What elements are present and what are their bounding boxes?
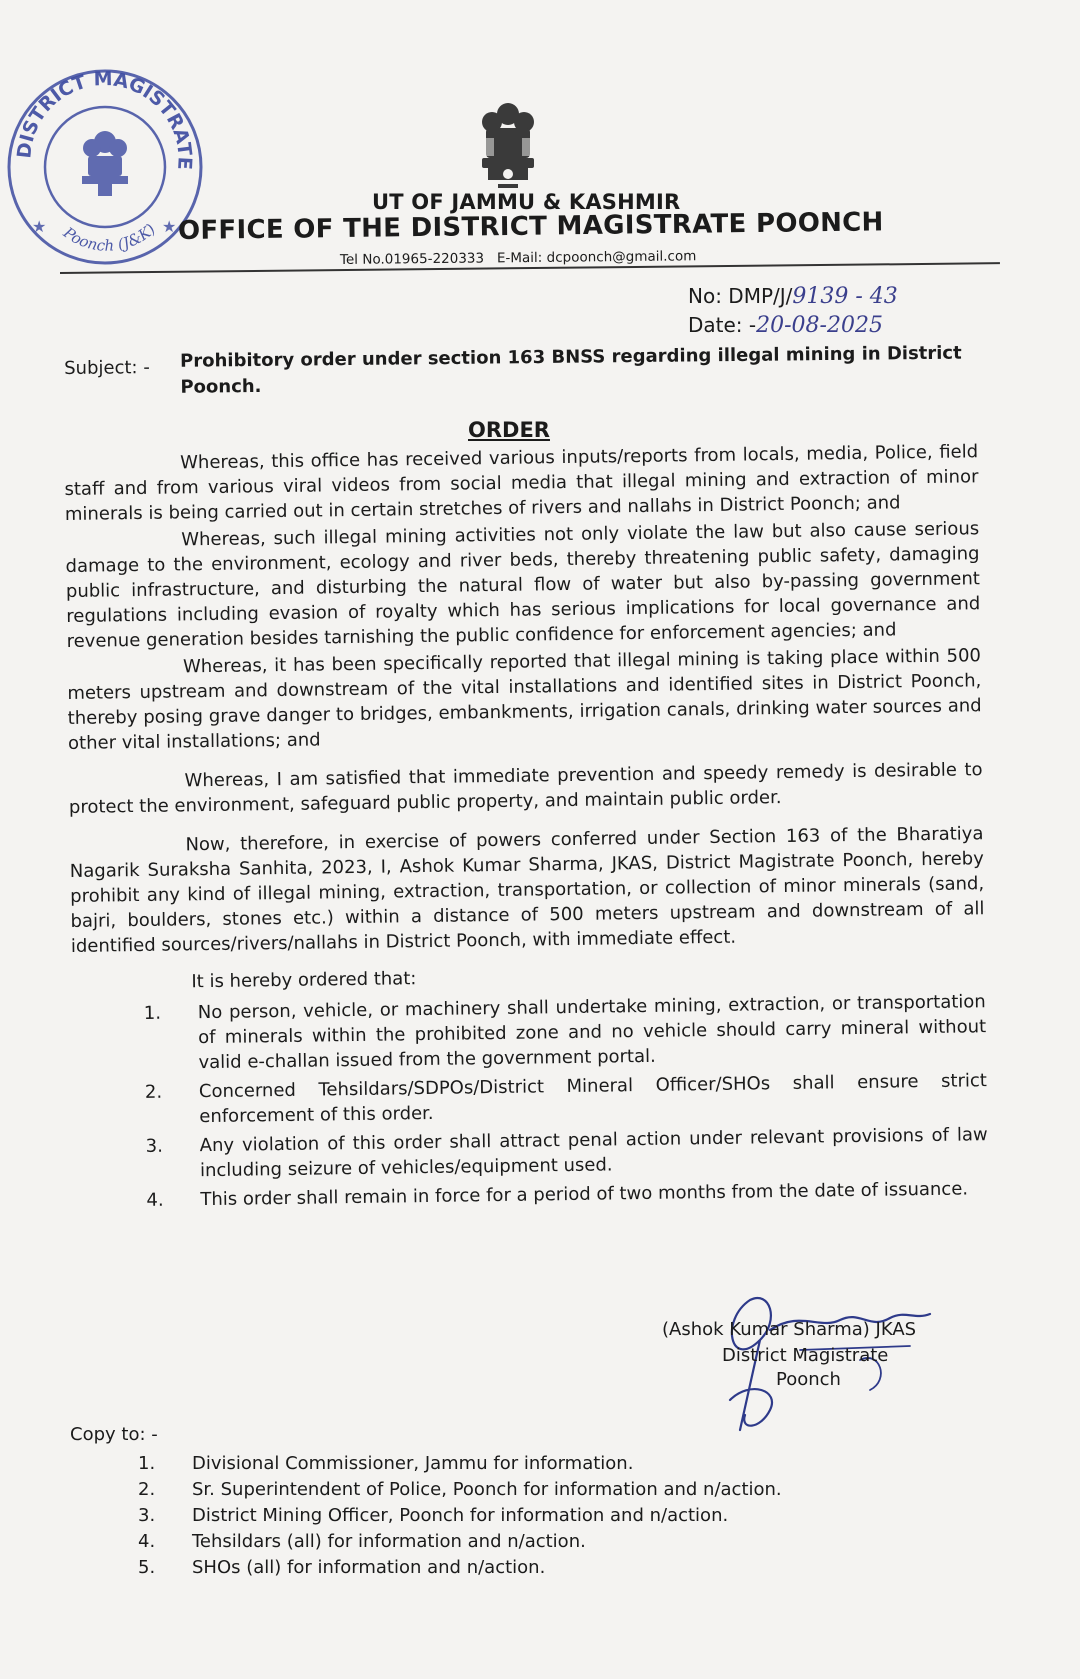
order-title: ORDER	[468, 418, 550, 442]
item-text: Tehsildars (all) for information and n/action.	[192, 1531, 586, 1552]
item-number: 5.	[138, 1557, 156, 1578]
item-number: 4.	[138, 1531, 156, 1552]
item-number: 3.	[145, 1135, 164, 1157]
item-text: Any violation of this order shall attract penal action under relevant provisions of law including seizure of vehicles/equipment used.	[199, 1124, 988, 1182]
signatory-name: (Ashok Kumar Sharma) JKAS	[662, 1319, 917, 1340]
copy-to-section	[70, 1422, 970, 1581]
item-number: 2.	[144, 1081, 163, 1103]
paragraph: Whereas, it has been specifically reported that illegal mining is taking place within 500 meters upstream and downstream of the vital installations and identified sites in District Poonch, thereby posing grave danger to bridges, embankments, irrigation canals, drinking water sources and other vital installations; and	[67, 645, 982, 754]
item-number: 3.	[138, 1505, 156, 1526]
paragraph: Now, therefore, in exercise of powers conferred under Section 163 of the Bharatiya Nagarik Suraksha Sanhita, 2023, I, Ashok Kumar Sharma, JKAS, District Magistrate Poonch, hereby prohibit any kind of illegal mining, extraction, transportation, or collection of minor minerals (sand, bajri, boulders, stones etc.) within a distance of 500 meters upstream and downstream of all identified sources/rivers/nallahs in District Poonch, with immediate effect.	[69, 823, 985, 957]
subject-text: Prohibitory order under section 163 BNSS regarding illegal mining in District Poonch.	[180, 342, 962, 398]
ut-heading: UT OF JAMMU & KASHMIR	[372, 190, 681, 214]
item-number: 1.	[143, 1002, 162, 1024]
stamp-seal-icon	[2, 64, 208, 270]
item-text: No person, vehicle, or machinery shall undertake mining, extraction, or transportation of minerals within the prohibited zone and no vehicle should carry mineral without valid e-challan issued from the government portal.	[197, 991, 987, 1074]
item-text: Divisional Commissioner, Jammu for information.	[192, 1453, 634, 1474]
telephone-number: Tel No.01965-220333	[339, 250, 485, 268]
list-item	[70, 1451, 970, 1476]
list-item	[70, 1555, 970, 1580]
svg-text:Poonch (J&K): Poonch (J&K)	[60, 220, 159, 255]
signatory-designation: District Magistrate	[722, 1345, 889, 1366]
subject-label: Subject: -	[64, 357, 150, 379]
reference-number	[688, 284, 898, 309]
item-number: 2.	[138, 1479, 156, 1500]
item-number: 4.	[146, 1189, 164, 1211]
list-item	[70, 1477, 970, 1502]
item-text: District Mining Officer, Poonch for information and n/action.	[192, 1505, 729, 1526]
subject-block	[64, 340, 984, 398]
list-item	[73, 1068, 988, 1131]
date-value: 20-08-2025	[756, 313, 883, 338]
order-date	[688, 313, 883, 338]
email-address: E-Mail: dcpoonch@gmail.com	[496, 248, 697, 267]
order-body	[64, 439, 989, 1218]
paragraph: Whereas, I am satisfied that immediate prevention and speedy remedy is desirable to protect the environment, safeguard public property, and maintain public order.	[68, 759, 983, 818]
paragraph: Whereas, this office has received various inputs/reports from locals, media, Police, field staff and from various viral videos from social media that illegal mining and extraction of minor minerals is being carried out in certain stretches of rivers and nallahs in District Poonch; and	[64, 441, 979, 525]
list-item	[70, 1529, 970, 1554]
ordered-intro: It is hereby ordered that:	[191, 968, 417, 993]
district-magistrate-stamp	[2, 64, 208, 270]
svg-text:★: ★	[32, 217, 47, 236]
national-emblem-icon	[468, 100, 548, 195]
item-text: SHOs (all) for information and n/action.	[192, 1557, 546, 1578]
list-item	[70, 1503, 970, 1528]
item-text: Sr. Superintendent of Police, Poonch for information and n/action.	[192, 1479, 782, 1500]
copy-to-label: Copy to: -	[70, 1424, 158, 1445]
item-number: 1.	[138, 1453, 156, 1474]
list-item	[74, 1122, 989, 1185]
order-list	[72, 989, 989, 1214]
item-text: This order shall remain in force for a period of two months from the date of issuance.	[200, 1178, 969, 1211]
svg-text:★: ★	[162, 217, 177, 236]
item-text: Concerned Tehsildars/SDPOs/District Mineral Officer/SHOs shall ensure strict enforcement of this order.	[198, 1070, 988, 1128]
reference-value: 9139 - 43	[792, 284, 898, 309]
date-label: Date: -	[688, 313, 757, 337]
svg-text:DISTRICT MAGISTRATE: DISTRICT MAGISTRATE	[13, 68, 196, 171]
signatory-place: Poonch	[776, 1369, 841, 1390]
office-heading: OFFICE OF THE DISTRICT MAGISTRATE POONCH	[177, 207, 884, 246]
paragraph: Whereas, such illegal mining activities not only violate the law but also cause serious damage to the environment, ecology and river beds, thereby threatening public safety, damaging public infrastructure, and disturbing the natural flow of water but also by-passing government regulations including evasion of royalty which has serious implications for local governance and revenue generation besides tarnishing the public confidence for enforcement agencies; and	[65, 518, 981, 652]
copy-to-list	[70, 1451, 970, 1580]
reference-label: No: DMP/J/	[688, 284, 793, 308]
list-item	[72, 989, 987, 1077]
